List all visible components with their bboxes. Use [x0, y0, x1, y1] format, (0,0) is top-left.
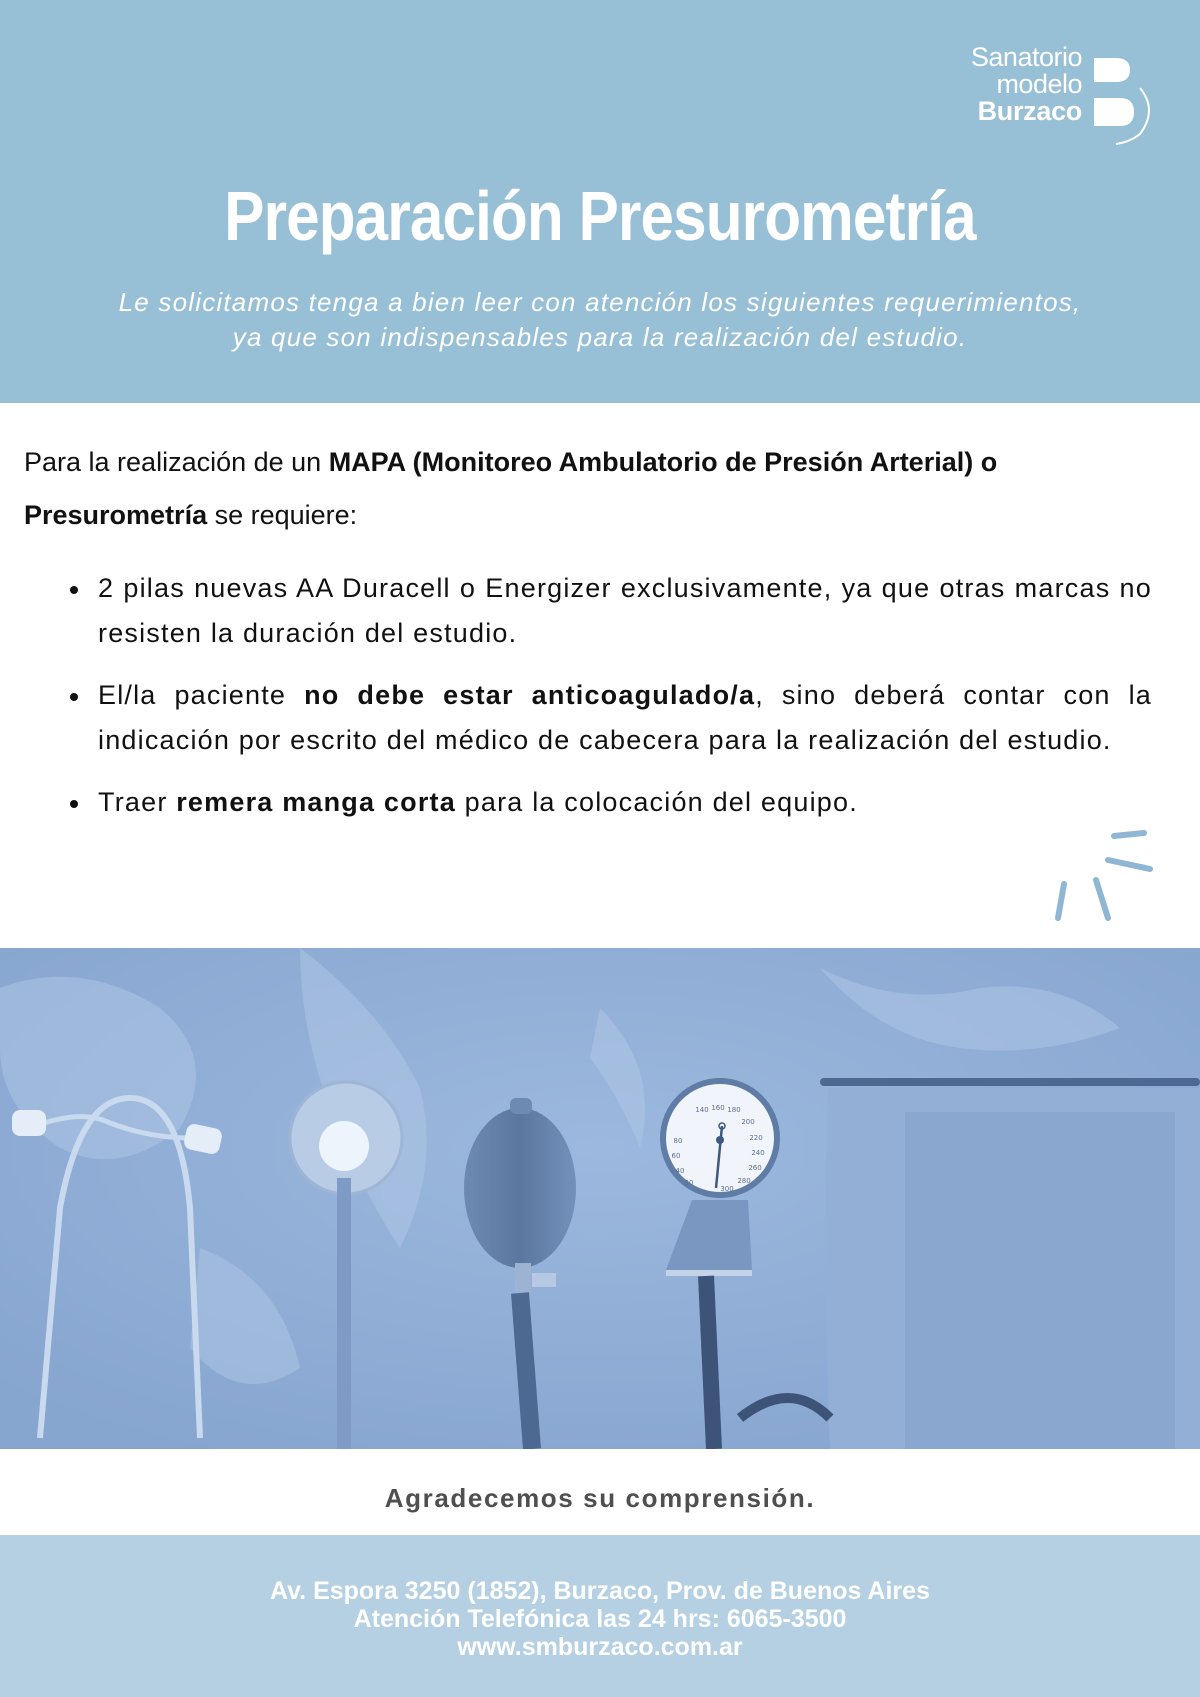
- b-letter-logo-icon: [1090, 50, 1160, 146]
- footer-address: Av. Espora 3250 (1852), Burzaco, Prov. de Buenos Aires: [270, 1577, 930, 1605]
- svg-text:240: 240: [751, 1149, 765, 1157]
- requirement-text: El/la paciente: [98, 680, 305, 710]
- page-title: Preparación Presurometría: [224, 177, 976, 255]
- svg-text:60: 60: [671, 1152, 681, 1160]
- page-subtitle: [0, 285, 1200, 355]
- sanatorio-logo: [930, 44, 1160, 144]
- svg-text:220: 220: [749, 1134, 763, 1142]
- header-band: [0, 0, 1200, 403]
- requirement-text: 2 pilas nuevas AA Duracell o Energizer exclusivamente, ya que otras marcas no resisten la duración del estudio.: [98, 573, 1152, 648]
- svg-text:20: 20: [684, 1179, 694, 1187]
- sparkle-lines-icon: [1052, 826, 1162, 926]
- medical-equipment-photo: [0, 948, 1200, 1449]
- svg-text:200: 200: [741, 1118, 755, 1126]
- intro-paragraph: [24, 436, 1174, 542]
- footer-band: [0, 1535, 1200, 1697]
- logo-line-sanatorio: Sanatorio: [970, 42, 1082, 72]
- subtitle-line-2: ya que son indispensables para la realización del estudio.: [232, 322, 968, 352]
- svg-text:80: 80: [673, 1137, 683, 1145]
- thanks-message: Agradecemos su comprensión.: [384, 1483, 816, 1513]
- requirement-batteries: [70, 566, 1152, 656]
- requirement-text-after: , sino deberá contar con la indicación por escrito del médico de cabecera para la realización del estudio.: [98, 680, 1152, 755]
- svg-text:40: 40: [675, 1167, 685, 1175]
- intro-suffix: se requiere:: [207, 500, 358, 530]
- intro-bold-term: MAPA (Monitoreo Ambulatorio de Presión Arterial) o Presurometría: [24, 447, 998, 530]
- svg-text:160: 160: [711, 1104, 725, 1112]
- requirement-text-after: para la colocación del equipo.: [455, 787, 858, 817]
- requirement-bold: remera manga corta: [176, 787, 456, 817]
- logo-line-burzaco: Burzaco: [977, 96, 1082, 126]
- svg-text:300: 300: [720, 1185, 734, 1193]
- logo-text: [971, 44, 1082, 125]
- requirement-shirt: [70, 780, 1152, 825]
- svg-text:260: 260: [748, 1164, 762, 1172]
- footer-website-link[interactable]: www.smburzaco.com.ar: [457, 1633, 743, 1661]
- svg-text:280: 280: [737, 1177, 751, 1185]
- svg-text:140: 140: [695, 1106, 709, 1114]
- svg-text:180: 180: [727, 1106, 741, 1114]
- intro-prefix: Para la realización de un: [24, 447, 329, 477]
- logo-line-modelo: modelo: [996, 69, 1082, 99]
- subtitle-line-1: Le solicitamos tenga a bien leer con atención los siguientes requerimientos,: [118, 287, 1082, 317]
- requirements-list: [70, 566, 1152, 842]
- requirement-bold: no debe estar anticoagulado/a: [304, 680, 756, 710]
- photo-illustration: [0, 948, 1200, 1449]
- requirement-anticoagulant: [70, 673, 1152, 763]
- requirement-text: Traer: [98, 787, 177, 817]
- footer-phone: Atención Telefónica las 24 hrs: 6065-3500: [353, 1605, 847, 1633]
